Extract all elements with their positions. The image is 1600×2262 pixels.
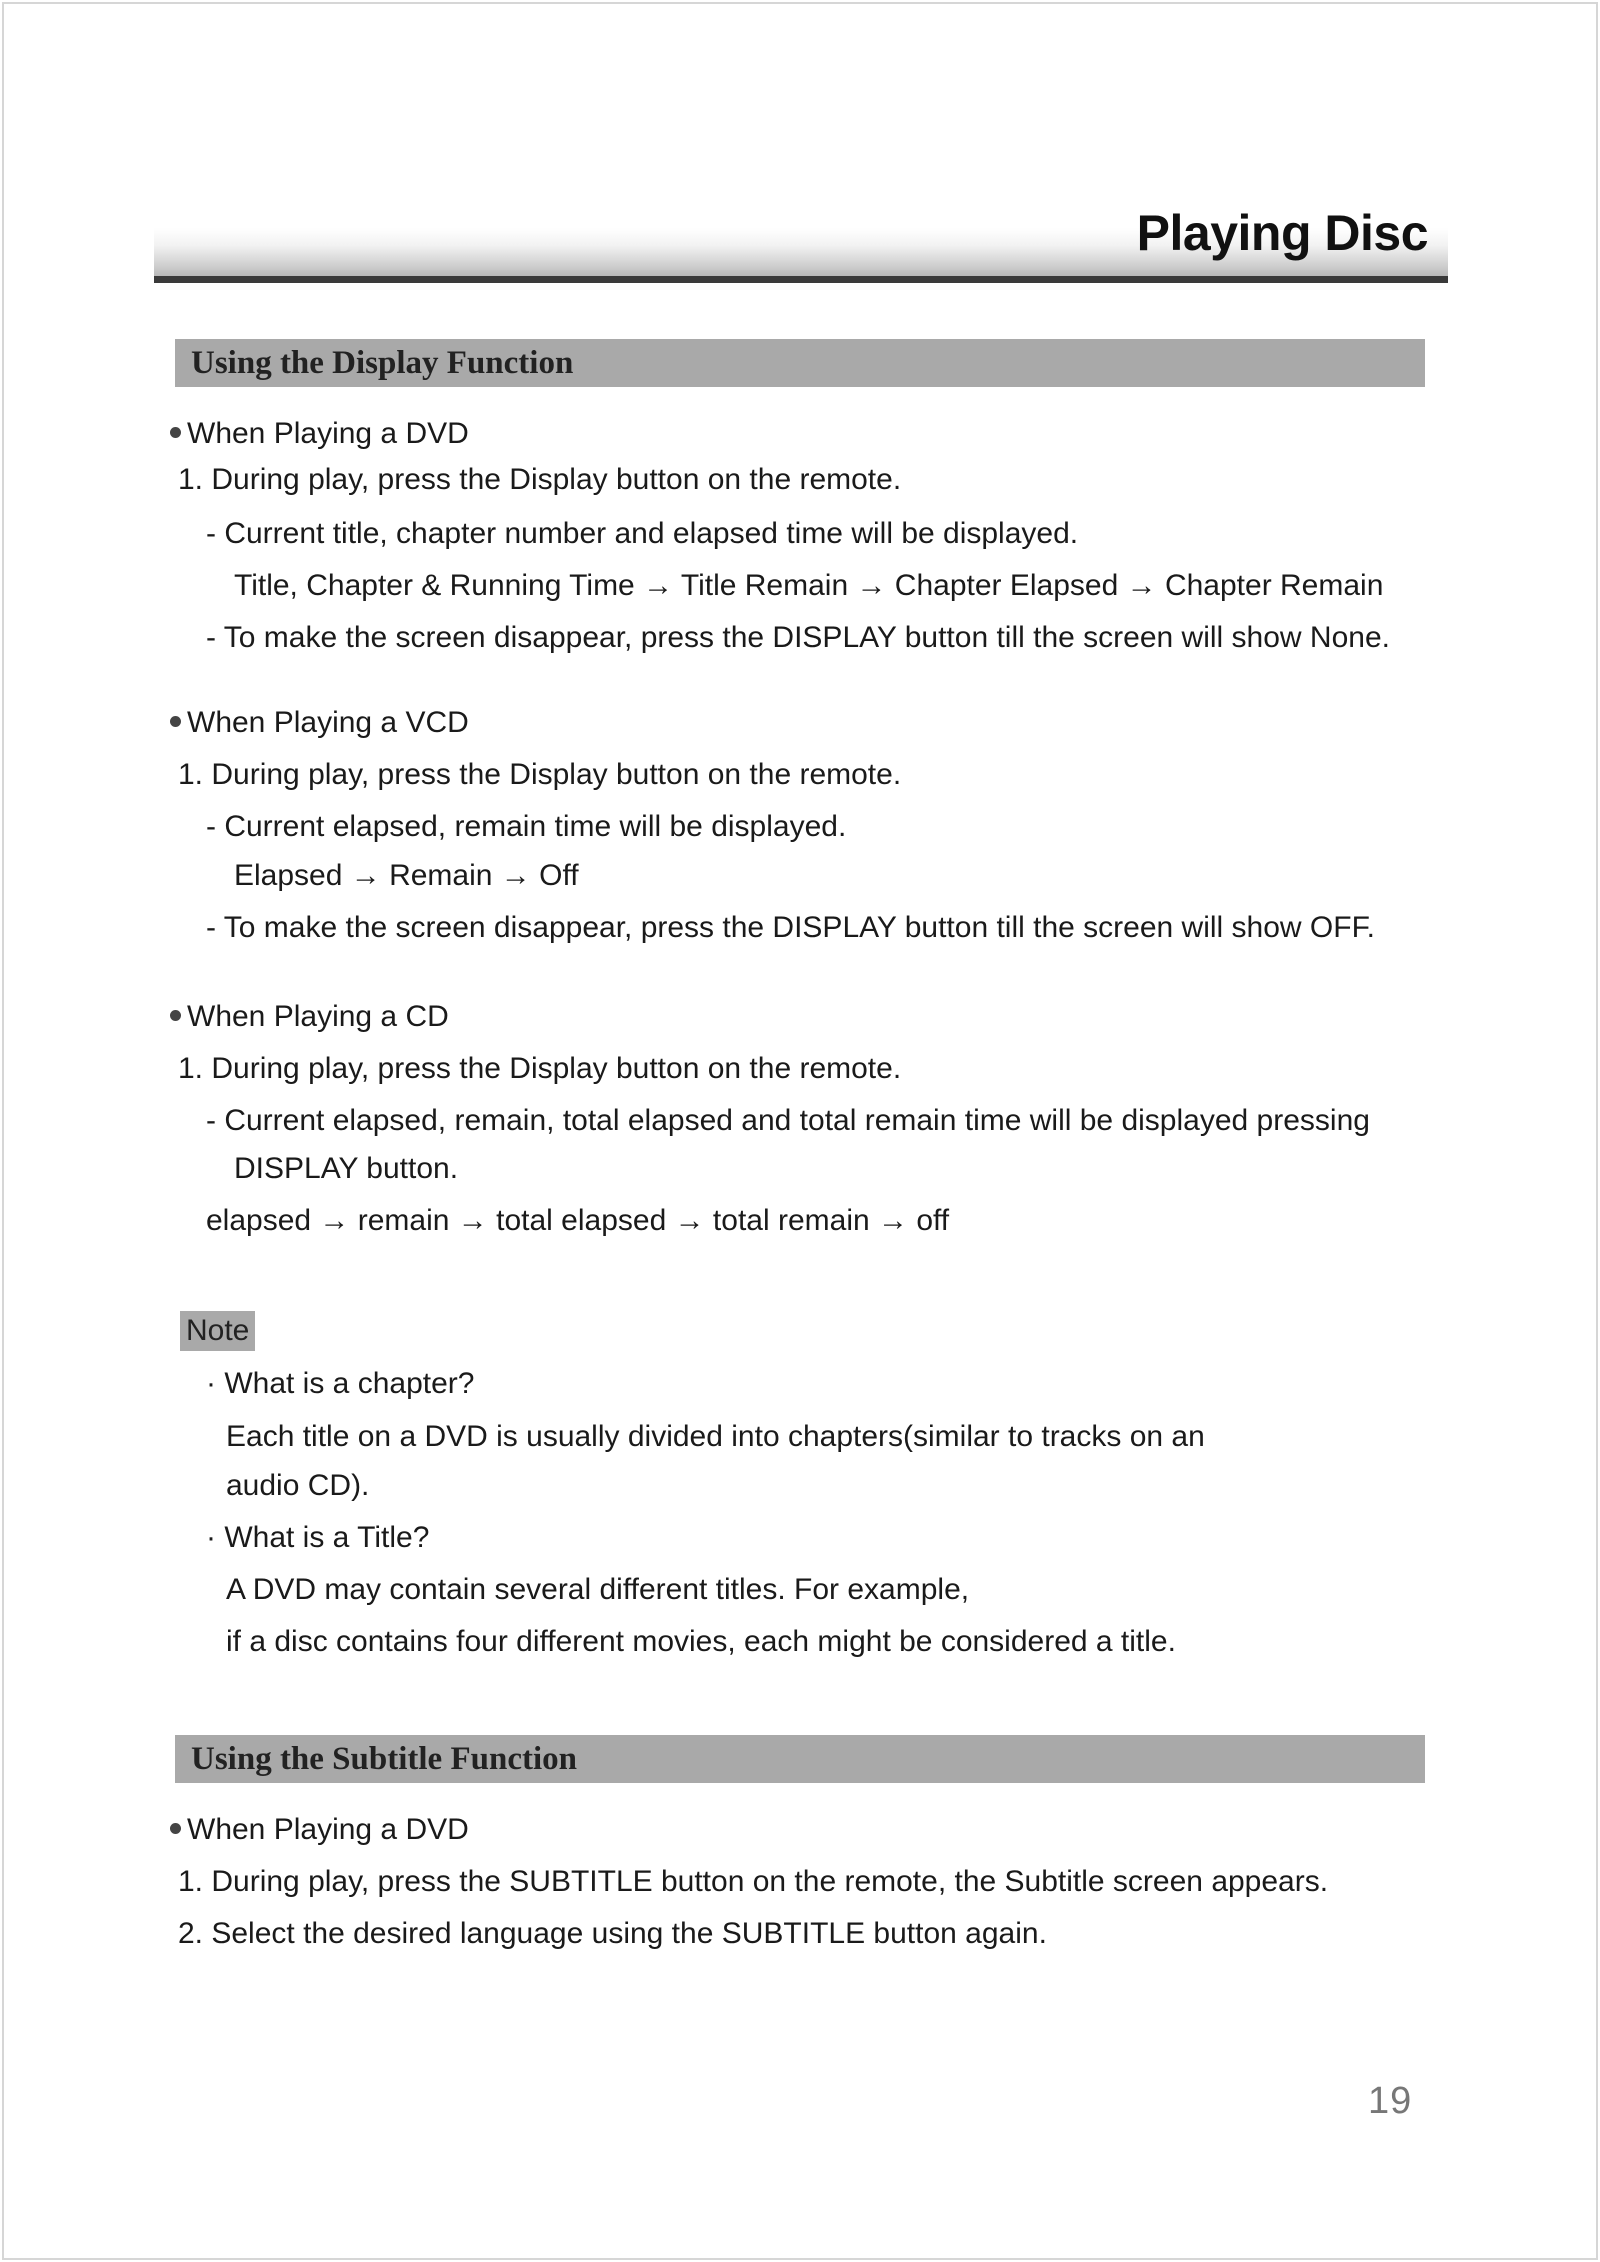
- note-answer-chapter-line1: Each title on a DVD is usually divided into chapters(similar to tracks on an: [226, 1420, 1205, 1453]
- bullet-icon: [170, 716, 181, 727]
- subtitle-dvd-bullet: [170, 1812, 469, 1848]
- cd-detail1: - Current elapsed, remain, total elapsed and total remain time will be displayed pressing: [206, 1104, 1370, 1137]
- dvd-step1: 1. During play, press the Display button on the remote.: [178, 463, 902, 496]
- cd-label: When Playing a CD: [187, 1000, 449, 1033]
- dvd-sequence: Title, Chapter & Running Time → Title Remain → Chapter Elapsed → Chapter Remain: [234, 569, 1384, 602]
- vcd-bullet: [170, 705, 469, 741]
- cd-step1: 1. During play, press the Display button on the remote.: [178, 1052, 902, 1085]
- bullet-icon: [170, 1823, 181, 1834]
- note-answer-chapter-line2: audio CD).: [226, 1469, 370, 1502]
- page-title: Playing Disc: [1136, 205, 1428, 261]
- page-number: 19: [1368, 2080, 1413, 2122]
- cd-sequence: elapsed → remain → total elapsed → total remain → off: [206, 1204, 950, 1237]
- vcd-step1: 1. During play, press the Display button on the remote.: [178, 758, 902, 791]
- header-rule: [154, 276, 1448, 283]
- dvd-detail2: - To make the screen disappear, press the DISPLAY button till the screen will show None.: [206, 621, 1390, 654]
- subtitle-dvd-label: When Playing a DVD: [187, 1813, 469, 1846]
- vcd-detail1: - Current elapsed, remain time will be displayed.: [206, 810, 847, 843]
- vcd-detail2: - To make the screen disappear, press the DISPLAY button till the screen will show OFF.: [206, 911, 1375, 944]
- vcd-sequence: Elapsed → Remain → Off: [234, 859, 579, 892]
- dvd-label: When Playing a DVD: [187, 417, 469, 450]
- vcd-label: When Playing a VCD: [187, 706, 469, 739]
- note-answer-title-line1: A DVD may contain several different titles. For example,: [226, 1573, 970, 1606]
- note-question-chapter: · What is a chapter?: [206, 1367, 475, 1400]
- dvd-detail1: - Current title, chapter number and elapsed time will be displayed.: [206, 517, 1079, 550]
- section-heading-subtitle: Using the Subtitle Function: [175, 1735, 1425, 1783]
- note-answer-title-line2: if a disc contains four different movies, each might be considered a title.: [226, 1625, 1176, 1658]
- cd-detail1-cont: DISPLAY button.: [234, 1152, 459, 1185]
- cd-bullet: [170, 999, 449, 1035]
- subtitle-step1: 1. During play, press the SUBTITLE button on the remote, the Subtitle screen appears.: [178, 1865, 1329, 1898]
- subtitle-step2: 2. Select the desired language using the SUBTITLE button again.: [178, 1917, 1047, 1950]
- bullet-icon: [170, 1010, 181, 1021]
- bullet-icon: [170, 427, 181, 438]
- note-label: Note: [180, 1311, 255, 1351]
- section-heading-display: Using the Display Function: [175, 339, 1425, 387]
- dvd-bullet: [170, 416, 469, 452]
- note-question-title: · What is a Title?: [206, 1521, 430, 1554]
